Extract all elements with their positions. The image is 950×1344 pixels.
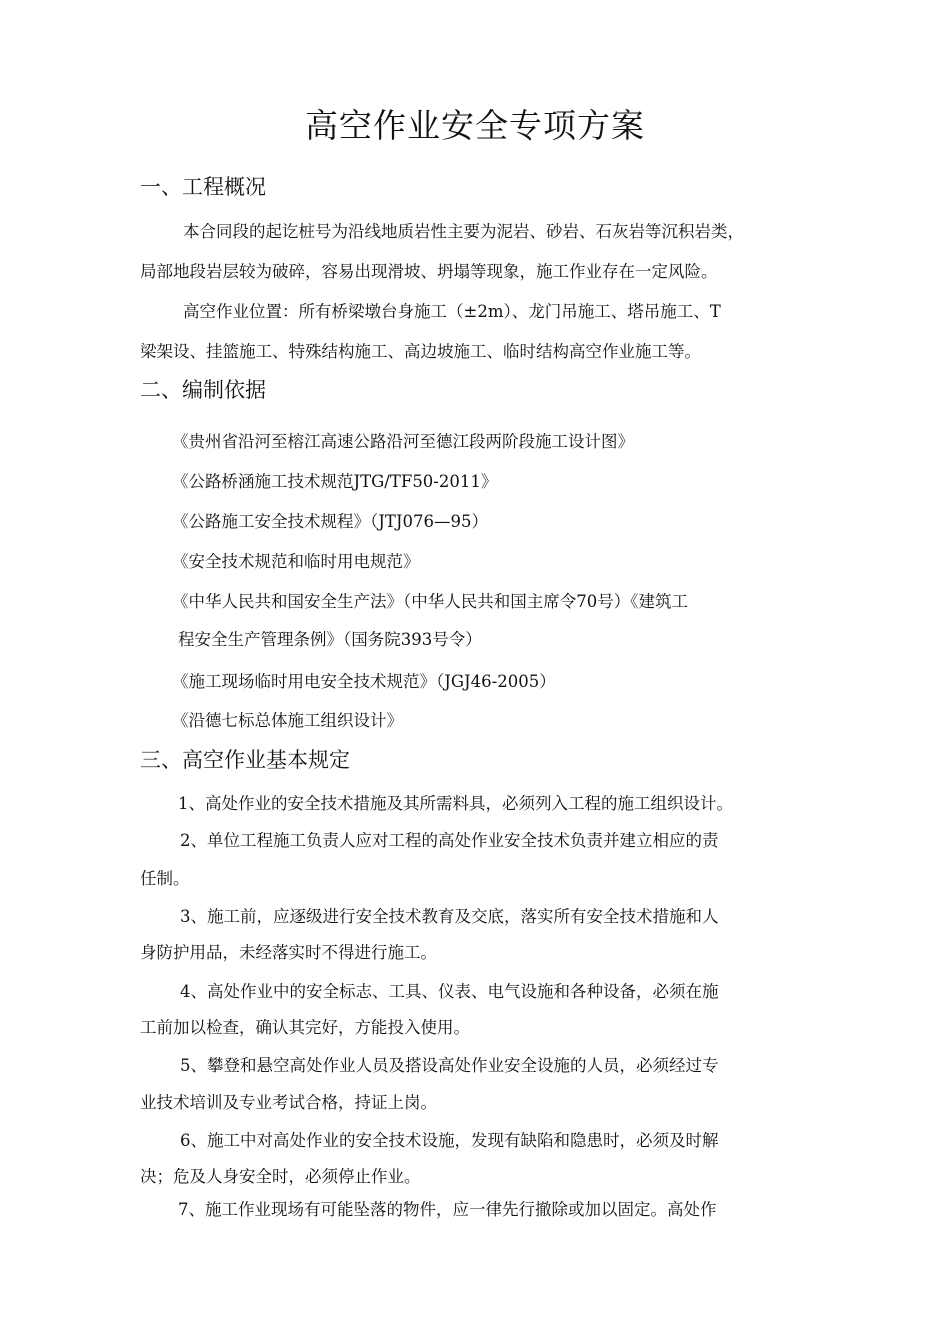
- rule-line: 6、施工中对高处作业的安全技术设施，发现有缺陷和隐患时，必须及时解: [180, 1131, 719, 1150]
- reference-item: 程安全生产管理条例》（国务院393号令）: [178, 630, 482, 649]
- rule-line: 5、攀登和悬空高处作业人员及搭设高处作业安全设施的人员，必须经过专: [180, 1056, 719, 1075]
- rule-line: 3、施工前，应逐级进行安全技术教育及交底，落实所有安全技术措施和人: [180, 907, 719, 926]
- rule-line: 4、高处作业中的安全标志、工具、仪表、电气设施和各种设备，必须在施: [180, 982, 719, 1001]
- rule-line: 7、施工作业现场有可能坠落的物件，应一律先行撤除或加以固定。高处作: [178, 1200, 717, 1219]
- section-heading-overview: 一、工程概况: [140, 175, 266, 199]
- paragraph-line: 梁架设、挂篮施工、特殊结构施工、高边坡施工、临时结构高空作业施工等。: [140, 342, 701, 361]
- section-heading-rules: 三、高空作业基本规定: [140, 748, 350, 772]
- reference-item: 《贵州省沿河至榕江高速公路沿河至德江段两阶段施工设计图》: [172, 432, 634, 451]
- rule-line: 业技术培训及专业考试合格，持证上岗。: [140, 1093, 437, 1112]
- reference-item: 《沿德七标总体施工组织设计》: [172, 711, 403, 730]
- section-heading-basis: 二、编制依据: [140, 378, 266, 402]
- reference-item: 《公路桥涵施工技术规范JTG/TF50-2011》: [172, 472, 498, 491]
- paragraph-line: 局部地段岩层较为破碎，容易出现滑坡、坍塌等现象，施工作业存在一定风险。: [140, 262, 718, 281]
- paragraph-line: 本合同段的起讫桩号为沿线地质岩性主要为泥岩、砂岩、石灰岩等沉积岩类，: [183, 222, 744, 241]
- reference-item: 《安全技术规范和临时用电规范》: [172, 552, 420, 571]
- rule-line: 工前加以检查，确认其完好，方能投入使用。: [140, 1018, 470, 1037]
- rule-line: 2、单位工程施工负责人应对工程的高处作业安全技术负责并建立相应的责: [180, 831, 719, 850]
- rule-line: 任制。: [140, 869, 190, 888]
- rule-line: 1、高处作业的安全技术措施及其所需料具，必须列入工程的施工组织设计。: [178, 794, 733, 813]
- reference-item: 《公路施工安全技术规程》（JTJ076—95）: [172, 512, 488, 531]
- rule-line: 决；危及人身安全时，必须停止作业。: [140, 1167, 421, 1186]
- reference-item: 《施工现场临时用电安全技术规范》（JGJ46-2005）: [172, 672, 556, 691]
- document-title: 高空作业安全专项方案: [305, 106, 645, 145]
- paragraph-line: 高空作业位置：所有桥梁墩台身施工（±2m）、龙门吊施工、塔吊施工、T: [183, 302, 721, 321]
- rule-line: 身防护用品，未经落实时不得进行施工。: [140, 943, 437, 962]
- reference-item: 《中华人民共和国安全生产法》（中华人民共和国主席令70号）《建筑工: [172, 592, 688, 611]
